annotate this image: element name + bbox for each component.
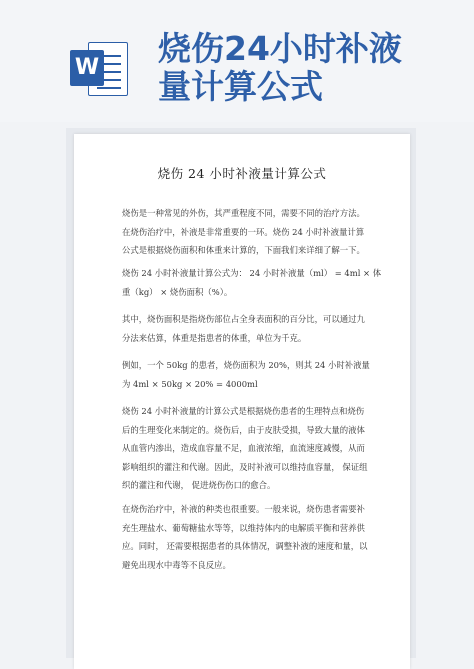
paragraph <box>122 402 372 495</box>
text-line: 其中，烧伤面积是指烧伤部位占全身表面积的百分比，可以通过九 <box>122 314 365 324</box>
word-document-icon <box>70 40 126 96</box>
banner-title-line: 量计算公式 <box>158 67 323 106</box>
text-line: 在烧伤治疗中，补液是非常重要的一环。烧伤 24 小时补液量计算 <box>122 226 365 237</box>
text-line: 分法来估算，体重是指患者的体重，单位为千克。 <box>122 332 307 343</box>
paragraph <box>122 264 382 301</box>
word-logo-badge: W <box>70 50 104 86</box>
paragraph <box>122 500 372 574</box>
document-page <box>74 134 410 669</box>
paragraph <box>122 356 372 393</box>
header-banner <box>0 0 474 122</box>
banner-title-line: 烧伤24小时补液 <box>158 29 402 68</box>
text-line: 烧伤 24 小时补液量计算公式为： 24 小时补液量（ml） = 4ml × 体 <box>122 268 382 278</box>
text-line: 后的生理变化来制定的。烧伤后，由于皮肤受损，导致大量的液体 <box>122 424 365 435</box>
text-line: 织的灌注和代谢， 促进烧伤伤口的愈合。 <box>122 480 276 490</box>
text-line: 影响组织的灌注和代谢。因此，及时补液可以维持血容量， 保证组 <box>122 461 368 472</box>
text-line: 例如，一个 50kg 的患者，烧伤面积为 20%，则其 24 小时补液量 <box>122 360 370 370</box>
text-line: 应。同时， 还需要根据患者的具体情况，调整补液的速度和量，以 <box>122 541 368 551</box>
text-line: 从血管内渗出，造成血容量不足，血液浓缩，血流速度减慢，从而 <box>122 443 365 453</box>
text-line: 公式是根据烧伤面积和体重来计算的，下面我们来详细了解一下。 <box>122 245 365 255</box>
paragraph <box>122 310 372 347</box>
document-title: 烧伤 24 小时补液量计算公式 <box>157 166 327 181</box>
text-line: 在烧伤治疗中，补液的种类也很重要。一般来说，烧伤患者需要补 <box>122 504 365 514</box>
text-line: 烧伤是一种常见的外伤，其严重程度不同，需要不同的治疗方法。 <box>122 208 365 218</box>
banner-title <box>158 30 402 106</box>
text-line: 为 4ml × 50kg × 20% = 4000ml <box>122 378 258 389</box>
text-line: 重（kg） × 烧伤面积（%）。 <box>122 286 233 297</box>
text-line: 烧伤 24 小时补液量的计算公式是根据烧伤患者的生理特点和烧伤 <box>122 406 365 416</box>
paragraph <box>122 204 372 260</box>
text-line: 避免出现水中毒等不良反应。 <box>122 559 231 570</box>
text-line: 充生理盐水、葡萄糖盐水等等，以维持体内的电解质平衡和营养供 <box>122 522 365 533</box>
